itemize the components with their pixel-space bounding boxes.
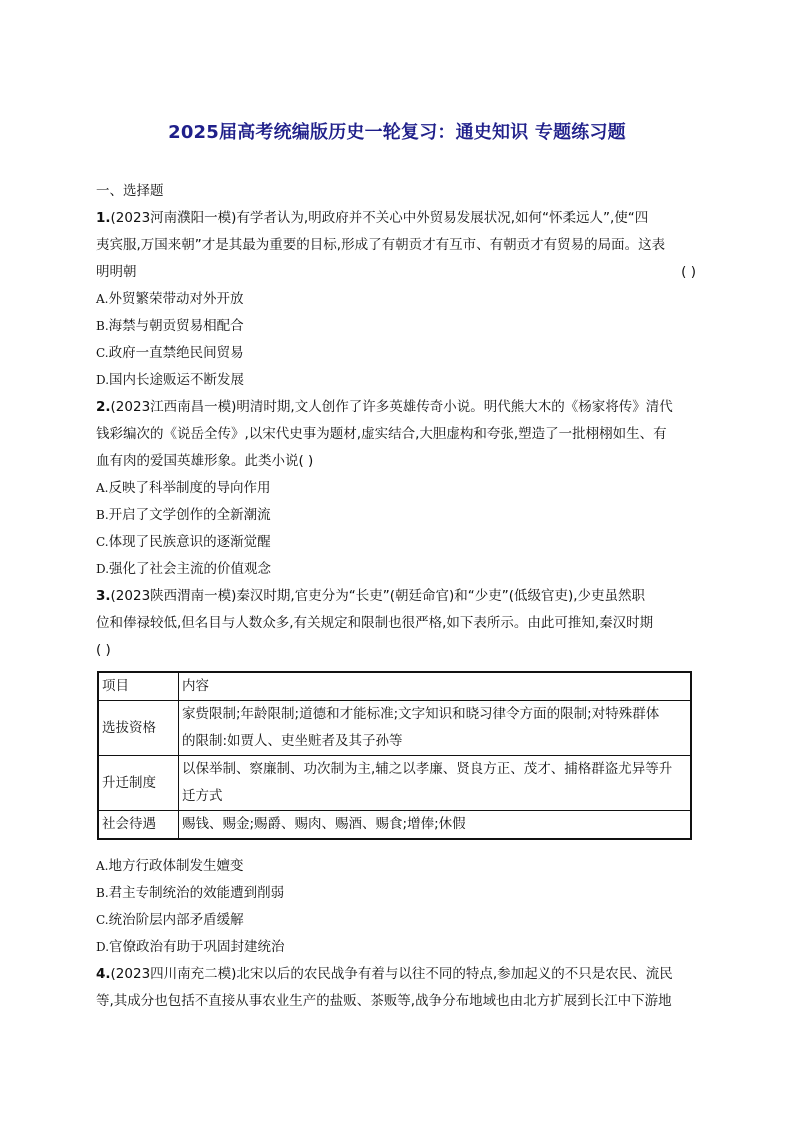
option-letter: B. — [96, 319, 109, 333]
question-3 — [96, 583, 702, 961]
option-text: 体现了民族意识的逐渐觉醒 — [108, 534, 271, 550]
option-letter: C. — [96, 535, 109, 549]
option-b — [96, 313, 702, 340]
question-1-text-3: 明明朝 — [96, 264, 137, 280]
table-cell — [179, 811, 692, 840]
document-body — [96, 178, 702, 1015]
option-letter: A. — [96, 292, 109, 306]
option-text: 外贸繁荣带动对外开放 — [108, 291, 244, 307]
table-row — [98, 756, 691, 811]
table-cell — [179, 756, 692, 811]
question-3-line-3: ( ) — [96, 642, 111, 658]
table-header-cell: 内容 — [179, 672, 692, 701]
question-1-line-1 — [96, 205, 702, 232]
table-cell-line: 的限制:如贾人、吏坐赃者及其子孙等 — [182, 733, 403, 749]
option-text: 海禁与朝贡贸易相配合 — [108, 318, 244, 334]
question-3-text-1: (2023陕西渭南一模)秦汉时期,官吏分为“长吏”(朝廷命官)和“少吏”(低级官吏),少吏虽然职 — [110, 588, 646, 604]
question-2-number: 2. — [96, 399, 111, 415]
option-b — [96, 880, 702, 907]
question-1 — [96, 205, 702, 394]
question-3-line-2: 位和俸禄较低,但名目与人数众多,有关规定和限制也很严格,如下表所示。由此可推知,秦汉时期 — [96, 615, 654, 631]
info-table — [97, 671, 692, 840]
question-4-text-1: (2023四川南充二模)北宋以后的农民战争有着与以往不同的特点,参加起义的不只是农民、流民 — [110, 966, 673, 982]
option-d — [96, 556, 702, 583]
question-3-line-1 — [96, 583, 702, 610]
question-1-line-3 — [96, 259, 702, 286]
table-row-label: 社会待遇 — [98, 811, 179, 840]
answer-bracket: ( ) — [681, 264, 696, 280]
option-d — [96, 367, 702, 394]
table-header-cell: 项目 — [98, 672, 179, 701]
option-a — [96, 853, 702, 880]
question-4 — [96, 961, 702, 1015]
option-d — [96, 934, 702, 961]
document-title: 2025届高考统编版历史一轮复习：通史知识 专题练习题 — [168, 122, 626, 143]
option-text: 反映了科举制度的导向作用 — [108, 480, 271, 496]
option-letter: B. — [96, 508, 109, 522]
option-c — [96, 907, 702, 934]
section-heading: 一、选择题 — [96, 183, 164, 199]
question-2 — [96, 394, 702, 583]
question-1-text-1: (2023河南濮阳一模)有学者认为,明政府并不关心中外贸易发展状况,如何“怀柔远人”,使“四 — [110, 210, 649, 226]
question-2-text-1: (2023江西南昌一模)明清时期,文人创作了许多英雄传奇小说。明代熊大木的《杨家将传》清代 — [110, 399, 673, 415]
option-letter: C. — [96, 346, 109, 360]
table-cell-line: 赐钱、赐金;赐爵、赐肉、赐酒、赐食;增俸;休假 — [182, 816, 466, 832]
option-text: 开启了文学创作的全新潮流 — [108, 507, 271, 523]
question-2-line-1 — [96, 394, 702, 421]
option-text: 统治阶层内部矛盾缓解 — [108, 912, 244, 928]
option-text: 政府一直禁绝民间贸易 — [108, 345, 244, 361]
table-header-row — [98, 672, 691, 701]
option-text: 地方行政体制发生嬗变 — [108, 858, 244, 874]
question-2-line-3: 血有肉的爱国英雄形象。此类小说( ) — [96, 453, 314, 469]
question-1-number: 1. — [96, 210, 111, 226]
question-4-line-1 — [96, 961, 702, 988]
option-letter: A. — [96, 859, 109, 873]
option-letter: A. — [96, 481, 109, 495]
option-text: 君主专制统治的效能遭到削弱 — [108, 885, 285, 901]
table-cell-line: 家赀限制;年龄限制;道德和才能标准;文字知识和晓习律令方面的限制;对特殊群体 — [182, 706, 660, 722]
option-c — [96, 340, 702, 367]
question-2-line-2: 钱彩编次的《说岳全传》,以宋代史事为题材,虚实结合,大胆虚构和夸张,塑造了一批栩栩如生、有 — [96, 426, 667, 442]
option-a — [96, 475, 702, 502]
option-letter: C. — [96, 913, 109, 927]
table-cell-line: 以保举制、察廉制、功次制为主,辅之以孝廉、贤良方正、茂才、捕格群盗尤异等升 — [182, 761, 673, 777]
table-cell-line: 迁方式 — [182, 788, 223, 804]
question-4-number: 4. — [96, 966, 111, 982]
table-row-label: 升迁制度 — [98, 756, 179, 811]
option-letter: D. — [96, 940, 110, 954]
option-text: 强化了社会主流的价值观念 — [109, 561, 272, 577]
question-4-line-2: 等,其成分也包括不直接从事农业生产的盐贩、茶贩等,战争分布地域也由北方扩展到长江中下游地 — [96, 993, 672, 1009]
question-3-number: 3. — [96, 588, 111, 604]
table-row — [98, 701, 691, 756]
option-text: 国内长途贩运不断发展 — [109, 372, 245, 388]
table-cell — [179, 701, 692, 756]
option-text: 官僚政治有助于巩固封建统治 — [109, 939, 285, 955]
option-letter: D. — [96, 373, 110, 387]
option-c — [96, 529, 702, 556]
option-letter: D. — [96, 562, 110, 576]
option-a — [96, 286, 702, 313]
option-letter: B. — [96, 886, 109, 900]
question-1-line-2: 夷宾服,万国来朝”才是其最为重要的目标,形成了有朝贡才有互市、有朝贡才有贸易的局面。这表 — [96, 237, 666, 253]
table-row — [98, 811, 691, 840]
table-row-label: 选拔资格 — [98, 701, 179, 756]
option-b — [96, 502, 702, 529]
